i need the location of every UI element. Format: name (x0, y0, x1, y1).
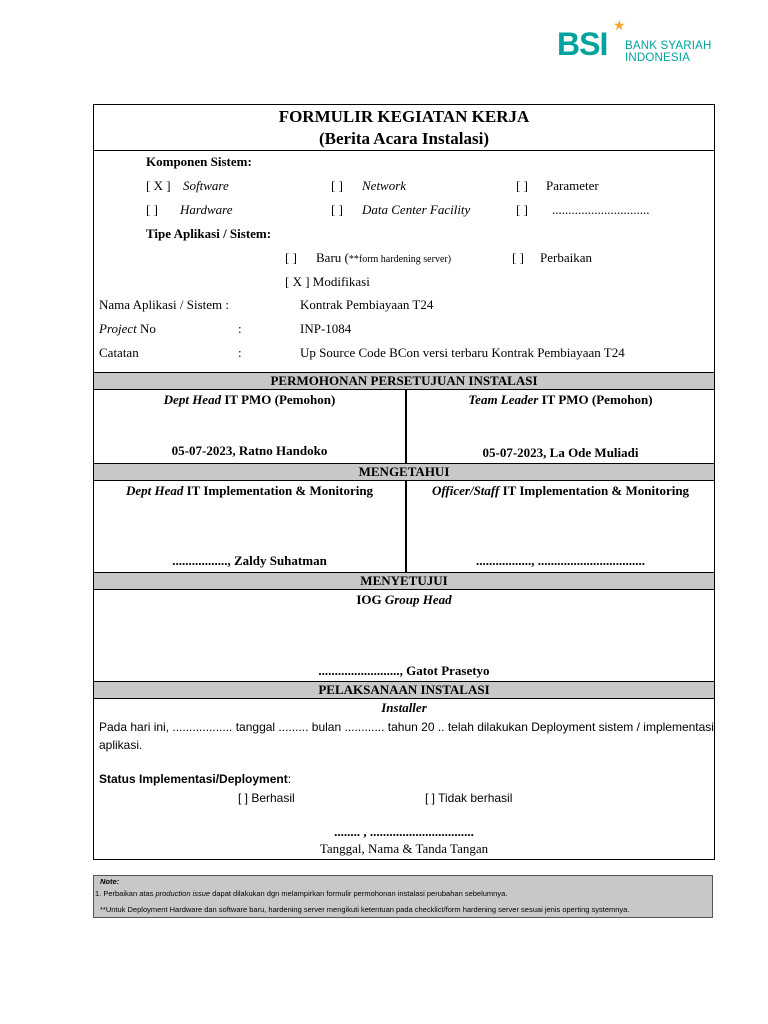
baru-text: Baru ( (316, 250, 349, 265)
parameter-label: Parameter (546, 178, 599, 193)
baru-label (316, 250, 451, 268)
note-box (93, 875, 713, 918)
hardware-label: Hardware (180, 202, 233, 217)
project-label-italic: Project (99, 321, 137, 336)
menyetujui-band: MENYETUJUI (94, 572, 714, 590)
modifikasi-checkbox[interactable]: [ X ] Modifikasi (285, 274, 370, 289)
pelaksanaan-paragraph-line2: aplikasi. (99, 738, 143, 752)
logo-line2: INDONESIA (625, 52, 691, 64)
other-label: .............................. (552, 202, 650, 217)
mengetahui-right-signature: ................., ................................. (476, 553, 645, 568)
permohonan-band: PERMOHONAN PERSETUJUAN INSTALASI (94, 372, 714, 390)
role-rest: IT Implementation & Monitoring (499, 483, 690, 498)
role-rest: IT PMO (Pemohon) (538, 392, 653, 407)
role-italic: Dept Head (125, 483, 184, 498)
project-label-rest: No (136, 321, 156, 336)
pelaksanaan-band: PELAKSANAAN INSTALASI (94, 681, 714, 699)
status-label (99, 771, 291, 787)
baru-note: **form hardening server) (348, 254, 452, 265)
permohonan-right-signature: 05-07-2023, La Ode Muliadi (482, 445, 639, 460)
nama-aplikasi-value: Kontrak Pembiayaan T24 (300, 297, 434, 312)
permohonan-left-role (94, 392, 405, 408)
note-line1-rest: dapat dilakukan dgn melampirkan formulir permohonan instalasi perubahan sebelumnya. (210, 889, 508, 898)
baru-checkbox[interactable]: [ ] (285, 250, 297, 265)
installer-label: Installer (381, 700, 427, 715)
role-rest: IT PMO (Pemohon) (221, 392, 336, 407)
catatan-label: Catatan (99, 345, 139, 360)
project-no-label (99, 321, 156, 337)
nama-aplikasi-label: Nama Aplikasi / Sistem : (99, 297, 229, 312)
hardware-checkbox[interactable]: [ ] (146, 202, 158, 217)
mengetahui-left-role (94, 483, 405, 499)
bsi-logo (557, 18, 727, 66)
status-colon: : (287, 772, 292, 786)
signature-caption: Tanggal, Nama & Tanda Tangan (319, 841, 489, 856)
status-label-text: Status Implementasi/Deployment (99, 772, 288, 786)
komponen-label: Komponen Sistem: (146, 154, 252, 169)
note-title: Note: (100, 877, 120, 886)
note-line1-prefix: 1. Perbaikan atas (95, 889, 156, 898)
permohonan-left-signature: 05-07-2023, Ratno Handoko (171, 443, 328, 458)
note-line1-italic: production issue (155, 889, 211, 898)
star-icon: ★ (613, 18, 626, 34)
tipe-label: Tipe Aplikasi / Sistem: (146, 226, 272, 241)
logo-line1: BANK SYARIAH (625, 40, 712, 52)
mengetahui-left-signature: ................., Zaldy Suhatman (172, 553, 327, 568)
form-table (93, 104, 715, 860)
project-no-value: INP-1084 (300, 321, 352, 336)
form-title: FORMULIR KEGIATAN KERJA (278, 107, 530, 126)
software-label: Software (183, 178, 229, 193)
berhasil-checkbox[interactable]: [ ] Berhasil (238, 791, 295, 805)
parameter-checkbox[interactable]: [ ] (516, 178, 528, 193)
dcf-checkbox[interactable]: [ ] (331, 202, 343, 217)
perbaikan-checkbox[interactable]: [ ] (512, 250, 524, 265)
menyetujui-signature: ........................., Gatot Prasetyo (318, 663, 490, 678)
network-checkbox[interactable]: [ ] (331, 178, 343, 193)
dcf-label: Data Center Facility (362, 202, 471, 217)
role-italic: Officer/Staff (431, 483, 500, 498)
role-rest: IT Implementation & Monitoring (183, 483, 374, 498)
perbaikan-label: Perbaikan (540, 250, 592, 265)
mengetahui-right-role (407, 483, 714, 499)
project-colon: : (238, 321, 242, 336)
other-checkbox[interactable]: [ ] (516, 202, 528, 217)
menyetujui-role (94, 592, 714, 608)
role-prefix: IOG (356, 592, 385, 607)
permohonan-right-role (407, 392, 714, 408)
role-italic: Group Head (384, 592, 452, 607)
form-subtitle: (Berita Acara Instalasi) (319, 129, 489, 148)
note-line2: **Untuk Deployment Hardware dan software baru, hardening server mengikuti ketentuan pada checklict/form hardening server sesuai jenis operting systemnya. (100, 905, 630, 914)
logo-brand: BSI (557, 26, 608, 62)
catatan-value: Up Source Code BCon versi terbaru Kontrak Pembiayaan T24 (300, 345, 625, 360)
note-line1 (95, 889, 507, 899)
network-label: Network (362, 178, 407, 193)
role-italic: Dept Head (163, 392, 222, 407)
software-checkbox[interactable]: [ X ] (146, 178, 171, 193)
mengetahui-band: MENGETAHUI (94, 463, 714, 481)
signature-dots: ........ , ................................ (334, 824, 474, 839)
tidak-berhasil-checkbox[interactable]: [ ] Tidak berhasil (425, 791, 513, 805)
divider (94, 150, 714, 151)
catatan-colon: : (238, 345, 242, 360)
role-italic: Team Leader (468, 392, 539, 407)
pelaksanaan-paragraph-line1: Pada hari ini, .................. tanggal ......... bulan ............ tahun 20 .. telah dilakukan Deployment sistem / implementasi (99, 720, 714, 734)
